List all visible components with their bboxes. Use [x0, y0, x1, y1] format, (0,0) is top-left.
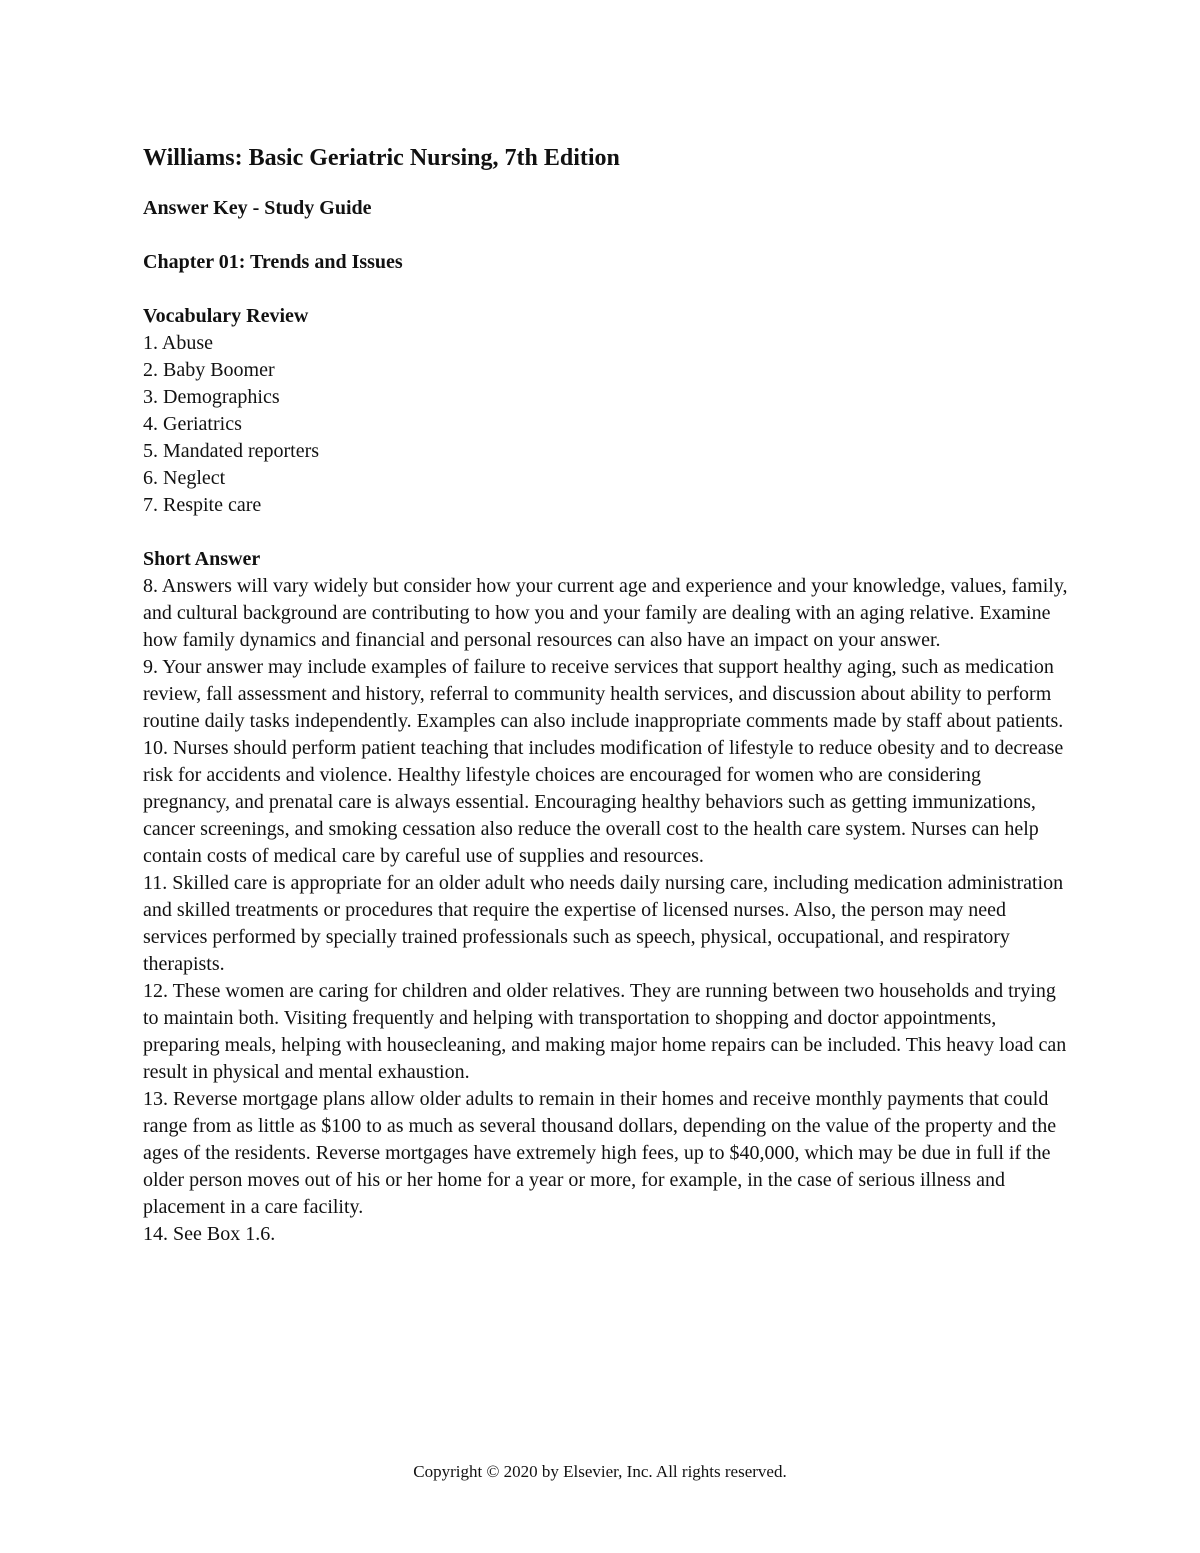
short-answer-list	[143, 573, 1068, 1248]
document-subtitle: Answer Key - Study Guide	[143, 197, 372, 219]
vocabulary-item: 1. Abuse	[143, 332, 213, 354]
copyright-footer: Copyright © 2020 by Elsevier, Inc. All rights reserved.	[413, 1462, 787, 1481]
answer-item: 13. Reverse mortgage plans allow older adults to remain in their homes and receive monthly payments that could range from as little as $100 to as much as several thousand dollars, depending on the value of the property and the ages of the residents. Reverse mortgages have extremely high fees, up to $40,000, which may be due in full if the older person moves out of his or her home for a year or more, for example, in the case of serious illness and placement in a care facility.	[143, 1088, 1057, 1218]
vocabulary-item: 5. Mandated reporters	[143, 440, 320, 462]
vocabulary-item: 3. Demographics	[143, 386, 280, 408]
answer-item: 9. Your answer may include examples of failure to receive services that support healthy aging, such as medication review, fall assessment and history, referral to community health services, and discussion about ability to perform routine daily tasks independently. Examples can also include inappropriate comments made by staff about patients.	[143, 656, 1064, 732]
vocabulary-item: 6. Neglect	[143, 467, 226, 489]
answer-item: 12. These women are caring for children and older relatives. They are running between two households and trying to maintain both. Visiting frequently and helping with transportation to shopping and doctor appointments, preparing meals, helping with housecleaning, and making major home repairs can be included. This heavy load can result in physical and mental exhaustion.	[143, 980, 1067, 1083]
answer-item: 11. Skilled care is appropriate for an older adult who needs daily nursing care, including medication administration and skilled treatments or procedures that require the expertise of licensed nurses. Also, the person may need services performed by specially trained professionals such as speech, physical, occupational, and respiratory therapists.	[143, 872, 1064, 975]
short-answer-section	[143, 546, 1068, 1248]
answer-item: 8. Answers will vary widely but consider how your current age and experience and your knowledge, values, family, and cultural background are contributing to how you and your family are dealing with an aging relative. Examine how family dynamics and financial and personal resources can also have an impact on your answer.	[143, 575, 1068, 651]
chapter-title: Chapter 01: Trends and Issues	[143, 251, 403, 273]
vocabulary-item: 4. Geriatrics	[143, 413, 242, 435]
vocabulary-item: 2. Baby Boomer	[143, 359, 275, 381]
answer-item: 14. See Box 1.6.	[143, 1223, 276, 1245]
vocabulary-item: 7. Respite care	[143, 494, 262, 516]
document-title: Williams: Basic Geriatric Nursing, 7th Edition	[143, 145, 620, 171]
vocabulary-review-heading: Vocabulary Review	[143, 305, 309, 327]
vocabulary-review-section	[143, 303, 1068, 519]
answer-item: 10. Nurses should perform patient teaching that includes modification of lifestyle to reduce obesity and to decrease risk for accidents and violence. Healthy lifestyle choices are encouraged for women who are considering pregnancy, and prenatal care is always essential. Encouraging healthy behaviors such as getting immunizations, cancer screenings, and smoking cessation also reduce the overall cost to the health care system. Nurses can help contain costs of medical care by careful use of supplies and resources.	[143, 737, 1064, 867]
vocabulary-list	[143, 330, 1068, 519]
short-answer-heading: Short Answer	[143, 548, 261, 570]
page-content	[143, 140, 1068, 1248]
